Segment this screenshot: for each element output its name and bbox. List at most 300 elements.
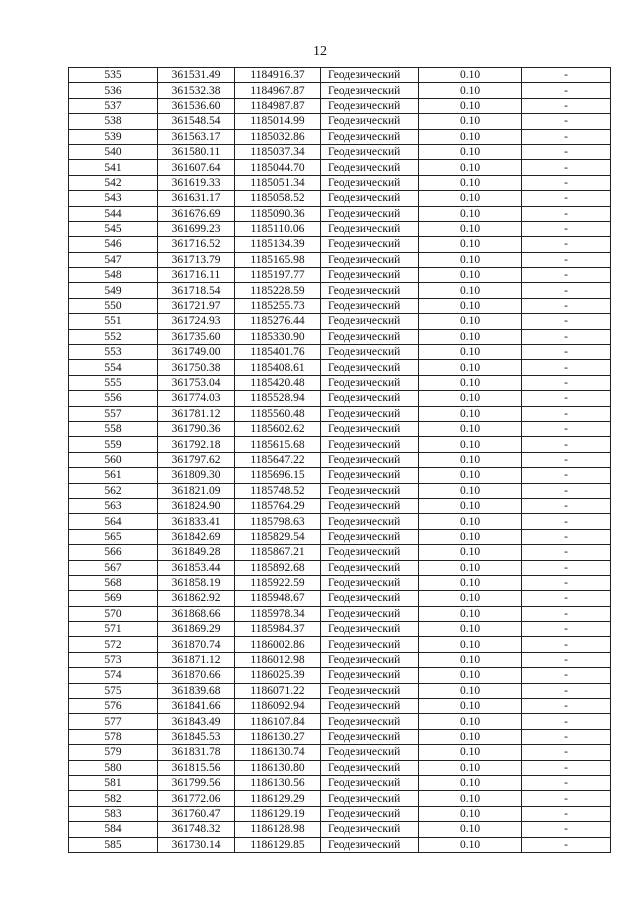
- cell-method-type: Геодезический: [321, 329, 419, 344]
- cell-accuracy: 0.10: [419, 68, 522, 83]
- cell-y-coordinate: 1185892.68: [235, 560, 321, 575]
- table-row: [69, 622, 611, 637]
- cell-accuracy: 0.10: [419, 652, 522, 667]
- cell-accuracy: 0.10: [419, 283, 522, 298]
- cell-x-coordinate: 361824.90: [158, 498, 235, 513]
- cell-y-coordinate: 1184987.87: [235, 98, 321, 113]
- cell-x-coordinate: 361821.09: [158, 483, 235, 498]
- table-row: [69, 822, 611, 837]
- cell-note: -: [522, 622, 611, 637]
- cell-note: -: [522, 252, 611, 267]
- cell-accuracy: 0.10: [419, 237, 522, 252]
- cell-x-coordinate: 361749.00: [158, 345, 235, 360]
- cell-method-type: Геодезический: [321, 345, 419, 360]
- cell-point-number: 539: [69, 129, 158, 144]
- table-row: [69, 406, 611, 421]
- cell-y-coordinate: 1185948.67: [235, 591, 321, 606]
- table-row: [69, 791, 611, 806]
- table-row: [69, 114, 611, 129]
- cell-x-coordinate: 361532.38: [158, 83, 235, 98]
- cell-y-coordinate: 1185255.73: [235, 298, 321, 313]
- cell-x-coordinate: 361607.64: [158, 160, 235, 175]
- cell-note: -: [522, 221, 611, 236]
- cell-y-coordinate: 1185829.54: [235, 529, 321, 544]
- table-row: [69, 175, 611, 190]
- cell-point-number: 557: [69, 406, 158, 421]
- cell-x-coordinate: 361839.68: [158, 683, 235, 698]
- table-row: [69, 468, 611, 483]
- cell-note: -: [522, 806, 611, 821]
- cell-method-type: Геодезический: [321, 745, 419, 760]
- cell-accuracy: 0.10: [419, 314, 522, 329]
- cell-note: -: [522, 483, 611, 498]
- cell-x-coordinate: 361718.54: [158, 283, 235, 298]
- table-row: [69, 221, 611, 236]
- cell-y-coordinate: 1185037.34: [235, 144, 321, 159]
- cell-y-coordinate: 1185602.62: [235, 421, 321, 436]
- cell-point-number: 537: [69, 98, 158, 113]
- cell-x-coordinate: 361799.56: [158, 775, 235, 790]
- cell-method-type: Геодезический: [321, 822, 419, 837]
- cell-note: -: [522, 421, 611, 436]
- cell-accuracy: 0.10: [419, 268, 522, 283]
- table-row: [69, 699, 611, 714]
- cell-y-coordinate: 1186129.19: [235, 806, 321, 821]
- cell-y-coordinate: 1186092.94: [235, 699, 321, 714]
- cell-point-number: 549: [69, 283, 158, 298]
- table-row: [69, 345, 611, 360]
- cell-point-number: 545: [69, 221, 158, 236]
- cell-method-type: Геодезический: [321, 468, 419, 483]
- cell-point-number: 555: [69, 375, 158, 390]
- cell-x-coordinate: 361815.56: [158, 760, 235, 775]
- table-row: [69, 729, 611, 744]
- cell-method-type: Геодезический: [321, 314, 419, 329]
- cell-y-coordinate: 1186128.98: [235, 822, 321, 837]
- cell-point-number: 542: [69, 175, 158, 190]
- table-row: [69, 329, 611, 344]
- cell-y-coordinate: 1185798.63: [235, 514, 321, 529]
- table-row: [69, 775, 611, 790]
- cell-method-type: Геодезический: [321, 421, 419, 436]
- cell-accuracy: 0.10: [419, 252, 522, 267]
- cell-note: -: [522, 591, 611, 606]
- cell-y-coordinate: 1185867.21: [235, 545, 321, 560]
- cell-y-coordinate: 1185058.52: [235, 191, 321, 206]
- table-row: [69, 652, 611, 667]
- cell-x-coordinate: 361716.52: [158, 237, 235, 252]
- cell-note: -: [522, 729, 611, 744]
- cell-x-coordinate: 361870.66: [158, 668, 235, 683]
- cell-y-coordinate: 1185134.39: [235, 237, 321, 252]
- cell-method-type: Геодезический: [321, 760, 419, 775]
- table-row: [69, 129, 611, 144]
- cell-accuracy: 0.10: [419, 514, 522, 529]
- cell-y-coordinate: 1186130.80: [235, 760, 321, 775]
- cell-note: -: [522, 529, 611, 544]
- cell-point-number: 559: [69, 437, 158, 452]
- cell-method-type: Геодезический: [321, 175, 419, 190]
- cell-note: -: [522, 98, 611, 113]
- cell-x-coordinate: 361869.29: [158, 622, 235, 637]
- table-row: [69, 560, 611, 575]
- cell-note: -: [522, 745, 611, 760]
- cell-note: -: [522, 83, 611, 98]
- cell-y-coordinate: 1185090.36: [235, 206, 321, 221]
- table-row: [69, 191, 611, 206]
- cell-accuracy: 0.10: [419, 391, 522, 406]
- table-row: [69, 160, 611, 175]
- cell-point-number: 583: [69, 806, 158, 821]
- cell-note: -: [522, 699, 611, 714]
- cell-point-number: 584: [69, 822, 158, 837]
- cell-note: -: [522, 268, 611, 283]
- cell-point-number: 574: [69, 668, 158, 683]
- cell-accuracy: 0.10: [419, 437, 522, 452]
- cell-note: -: [522, 191, 611, 206]
- cell-point-number: 577: [69, 714, 158, 729]
- cell-y-coordinate: 1185401.76: [235, 345, 321, 360]
- cell-accuracy: 0.10: [419, 468, 522, 483]
- cell-method-type: Геодезический: [321, 221, 419, 236]
- cell-point-number: 563: [69, 498, 158, 513]
- table-row: [69, 314, 611, 329]
- cell-accuracy: 0.10: [419, 637, 522, 652]
- cell-method-type: Геодезический: [321, 591, 419, 606]
- cell-accuracy: 0.10: [419, 129, 522, 144]
- cell-method-type: Геодезический: [321, 775, 419, 790]
- cell-x-coordinate: 361536.60: [158, 98, 235, 113]
- cell-accuracy: 0.10: [419, 421, 522, 436]
- table-row: [69, 68, 611, 83]
- cell-method-type: Геодезический: [321, 837, 419, 852]
- cell-x-coordinate: 361797.62: [158, 452, 235, 467]
- cell-y-coordinate: 1186129.85: [235, 837, 321, 852]
- cell-point-number: 561: [69, 468, 158, 483]
- cell-accuracy: 0.10: [419, 114, 522, 129]
- cell-method-type: Геодезический: [321, 191, 419, 206]
- cell-y-coordinate: 1185014.99: [235, 114, 321, 129]
- cell-accuracy: 0.10: [419, 622, 522, 637]
- cell-accuracy: 0.10: [419, 760, 522, 775]
- cell-method-type: Геодезический: [321, 483, 419, 498]
- cell-note: -: [522, 514, 611, 529]
- table-row: [69, 252, 611, 267]
- cell-accuracy: 0.10: [419, 729, 522, 744]
- cell-accuracy: 0.10: [419, 775, 522, 790]
- cell-x-coordinate: 361862.92: [158, 591, 235, 606]
- table-row: [69, 421, 611, 436]
- cell-point-number: 543: [69, 191, 158, 206]
- cell-point-number: 580: [69, 760, 158, 775]
- cell-accuracy: 0.10: [419, 745, 522, 760]
- cell-x-coordinate: 361868.66: [158, 606, 235, 621]
- cell-point-number: 546: [69, 237, 158, 252]
- cell-method-type: Геодезический: [321, 237, 419, 252]
- cell-note: -: [522, 837, 611, 852]
- cell-accuracy: 0.10: [419, 545, 522, 560]
- cell-method-type: Геодезический: [321, 806, 419, 821]
- cell-accuracy: 0.10: [419, 560, 522, 575]
- cell-note: -: [522, 298, 611, 313]
- cell-method-type: Геодезический: [321, 683, 419, 698]
- cell-note: -: [522, 637, 611, 652]
- cell-point-number: 541: [69, 160, 158, 175]
- cell-y-coordinate: 1185748.52: [235, 483, 321, 498]
- cell-point-number: 572: [69, 637, 158, 652]
- cell-note: -: [522, 606, 611, 621]
- table-row: [69, 806, 611, 821]
- cell-y-coordinate: 1185420.48: [235, 375, 321, 390]
- table-row: [69, 545, 611, 560]
- cell-accuracy: 0.10: [419, 714, 522, 729]
- cell-method-type: Геодезический: [321, 68, 419, 83]
- cell-point-number: 567: [69, 560, 158, 575]
- table-row: [69, 144, 611, 159]
- cell-note: -: [522, 114, 611, 129]
- cell-x-coordinate: 361842.69: [158, 529, 235, 544]
- cell-accuracy: 0.10: [419, 191, 522, 206]
- table-row: [69, 375, 611, 390]
- cell-note: -: [522, 160, 611, 175]
- cell-y-coordinate: 1186130.56: [235, 775, 321, 790]
- cell-note: -: [522, 560, 611, 575]
- table-row: [69, 606, 611, 621]
- cell-x-coordinate: 361781.12: [158, 406, 235, 421]
- table-row: [69, 483, 611, 498]
- cell-y-coordinate: 1185528.94: [235, 391, 321, 406]
- cell-accuracy: 0.10: [419, 83, 522, 98]
- cell-y-coordinate: 1186129.29: [235, 791, 321, 806]
- cell-note: -: [522, 668, 611, 683]
- table-row: [69, 391, 611, 406]
- cell-method-type: Геодезический: [321, 514, 419, 529]
- table-row: [69, 591, 611, 606]
- cell-y-coordinate: 1185615.68: [235, 437, 321, 452]
- cell-point-number: 554: [69, 360, 158, 375]
- cell-x-coordinate: 361735.60: [158, 329, 235, 344]
- cell-x-coordinate: 361724.93: [158, 314, 235, 329]
- cell-method-type: Геодезический: [321, 652, 419, 667]
- cell-accuracy: 0.10: [419, 298, 522, 313]
- cell-accuracy: 0.10: [419, 406, 522, 421]
- table-row: [69, 237, 611, 252]
- cell-x-coordinate: 361774.03: [158, 391, 235, 406]
- cell-y-coordinate: 1186071.22: [235, 683, 321, 698]
- cell-note: -: [522, 129, 611, 144]
- cell-accuracy: 0.10: [419, 591, 522, 606]
- cell-accuracy: 0.10: [419, 452, 522, 467]
- cell-y-coordinate: 1184916.37: [235, 68, 321, 83]
- cell-accuracy: 0.10: [419, 699, 522, 714]
- cell-accuracy: 0.10: [419, 529, 522, 544]
- cell-note: -: [522, 652, 611, 667]
- table-row: [69, 637, 611, 652]
- cell-y-coordinate: 1185978.34: [235, 606, 321, 621]
- cell-point-number: 568: [69, 575, 158, 590]
- cell-point-number: 575: [69, 683, 158, 698]
- cell-note: -: [522, 360, 611, 375]
- cell-y-coordinate: 1185110.06: [235, 221, 321, 236]
- cell-y-coordinate: 1186130.74: [235, 745, 321, 760]
- cell-note: -: [522, 345, 611, 360]
- cell-point-number: 551: [69, 314, 158, 329]
- cell-x-coordinate: 361792.18: [158, 437, 235, 452]
- table-row: [69, 668, 611, 683]
- cell-point-number: 566: [69, 545, 158, 560]
- cell-point-number: 548: [69, 268, 158, 283]
- cell-accuracy: 0.10: [419, 175, 522, 190]
- cell-point-number: 581: [69, 775, 158, 790]
- cell-point-number: 550: [69, 298, 158, 313]
- cell-y-coordinate: 1185560.48: [235, 406, 321, 421]
- table-row: [69, 714, 611, 729]
- cell-method-type: Геодезический: [321, 699, 419, 714]
- cell-y-coordinate: 1185984.37: [235, 622, 321, 637]
- table-row: [69, 498, 611, 513]
- cell-y-coordinate: 1185276.44: [235, 314, 321, 329]
- cell-point-number: 553: [69, 345, 158, 360]
- table-row: [69, 745, 611, 760]
- cell-accuracy: 0.10: [419, 160, 522, 175]
- cell-note: -: [522, 683, 611, 698]
- cell-y-coordinate: 1185647.22: [235, 452, 321, 467]
- cell-x-coordinate: 361841.66: [158, 699, 235, 714]
- cell-x-coordinate: 361858.19: [158, 575, 235, 590]
- cell-x-coordinate: 361580.11: [158, 144, 235, 159]
- cell-x-coordinate: 361563.17: [158, 129, 235, 144]
- cell-note: -: [522, 822, 611, 837]
- cell-note: -: [522, 437, 611, 452]
- cell-note: -: [522, 329, 611, 344]
- cell-x-coordinate: 361713.79: [158, 252, 235, 267]
- cell-point-number: 547: [69, 252, 158, 267]
- table-row: [69, 760, 611, 775]
- cell-accuracy: 0.10: [419, 329, 522, 344]
- cell-accuracy: 0.10: [419, 345, 522, 360]
- cell-method-type: Геодезический: [321, 529, 419, 544]
- cell-accuracy: 0.10: [419, 791, 522, 806]
- cell-method-type: Геодезический: [321, 98, 419, 113]
- cell-y-coordinate: 1186012.98: [235, 652, 321, 667]
- cell-point-number: 562: [69, 483, 158, 498]
- cell-note: -: [522, 468, 611, 483]
- table-row: [69, 83, 611, 98]
- cell-y-coordinate: 1185330.90: [235, 329, 321, 344]
- cell-x-coordinate: 361760.47: [158, 806, 235, 821]
- cell-x-coordinate: 361849.28: [158, 545, 235, 560]
- cell-accuracy: 0.10: [419, 837, 522, 852]
- cell-note: -: [522, 575, 611, 590]
- cell-point-number: 564: [69, 514, 158, 529]
- cell-x-coordinate: 361833.41: [158, 514, 235, 529]
- cell-x-coordinate: 361845.53: [158, 729, 235, 744]
- cell-x-coordinate: 361871.12: [158, 652, 235, 667]
- cell-method-type: Геодезический: [321, 668, 419, 683]
- cell-y-coordinate: 1186107.84: [235, 714, 321, 729]
- cell-x-coordinate: 361631.17: [158, 191, 235, 206]
- cell-method-type: Геодезический: [321, 129, 419, 144]
- cell-method-type: Геодезический: [321, 622, 419, 637]
- cell-y-coordinate: 1185044.70: [235, 160, 321, 175]
- table-row: [69, 268, 611, 283]
- cell-y-coordinate: 1185408.61: [235, 360, 321, 375]
- cell-x-coordinate: 361753.04: [158, 375, 235, 390]
- cell-note: -: [522, 775, 611, 790]
- cell-method-type: Геодезический: [321, 714, 419, 729]
- cell-accuracy: 0.10: [419, 360, 522, 375]
- cell-y-coordinate: 1185165.98: [235, 252, 321, 267]
- cell-accuracy: 0.10: [419, 206, 522, 221]
- cell-method-type: Геодезический: [321, 160, 419, 175]
- cell-note: -: [522, 391, 611, 406]
- cell-x-coordinate: 361548.54: [158, 114, 235, 129]
- cell-accuracy: 0.10: [419, 375, 522, 390]
- cell-method-type: Геодезический: [321, 252, 419, 267]
- cell-point-number: 582: [69, 791, 158, 806]
- cell-y-coordinate: 1185696.15: [235, 468, 321, 483]
- cell-method-type: Геодезический: [321, 375, 419, 390]
- cell-note: -: [522, 791, 611, 806]
- cell-x-coordinate: 361699.23: [158, 221, 235, 236]
- cell-accuracy: 0.10: [419, 498, 522, 513]
- cell-method-type: Геодезический: [321, 452, 419, 467]
- cell-x-coordinate: 361619.33: [158, 175, 235, 190]
- cell-point-number: 535: [69, 68, 158, 83]
- cell-method-type: Геодезический: [321, 729, 419, 744]
- cell-method-type: Геодезический: [321, 144, 419, 159]
- cell-accuracy: 0.10: [419, 683, 522, 698]
- cell-accuracy: 0.10: [419, 98, 522, 113]
- cell-point-number: 579: [69, 745, 158, 760]
- cell-x-coordinate: 361721.97: [158, 298, 235, 313]
- cell-x-coordinate: 361870.74: [158, 637, 235, 652]
- cell-note: -: [522, 237, 611, 252]
- cell-method-type: Геодезический: [321, 545, 419, 560]
- table-row: [69, 514, 611, 529]
- cell-note: -: [522, 314, 611, 329]
- cell-point-number: 573: [69, 652, 158, 667]
- cell-y-coordinate: 1184967.87: [235, 83, 321, 98]
- cell-y-coordinate: 1185051.34: [235, 175, 321, 190]
- coordinates-table-body: [69, 68, 611, 853]
- cell-x-coordinate: 361730.14: [158, 837, 235, 852]
- cell-y-coordinate: 1185032.86: [235, 129, 321, 144]
- cell-x-coordinate: 361831.78: [158, 745, 235, 760]
- cell-note: -: [522, 283, 611, 298]
- cell-y-coordinate: 1185764.29: [235, 498, 321, 513]
- table-row: [69, 298, 611, 313]
- cell-accuracy: 0.10: [419, 822, 522, 837]
- cell-accuracy: 0.10: [419, 606, 522, 621]
- cell-point-number: 540: [69, 144, 158, 159]
- coordinates-table: [68, 67, 611, 853]
- table-row: [69, 529, 611, 544]
- cell-point-number: 578: [69, 729, 158, 744]
- cell-note: -: [522, 375, 611, 390]
- table-row: [69, 437, 611, 452]
- cell-accuracy: 0.10: [419, 144, 522, 159]
- table-row: [69, 98, 611, 113]
- cell-y-coordinate: 1186025.39: [235, 668, 321, 683]
- cell-y-coordinate: 1185228.59: [235, 283, 321, 298]
- cell-x-coordinate: 361853.44: [158, 560, 235, 575]
- cell-accuracy: 0.10: [419, 221, 522, 236]
- cell-x-coordinate: 361716.11: [158, 268, 235, 283]
- cell-method-type: Геодезический: [321, 560, 419, 575]
- cell-method-type: Геодезический: [321, 83, 419, 98]
- cell-x-coordinate: 361790.36: [158, 421, 235, 436]
